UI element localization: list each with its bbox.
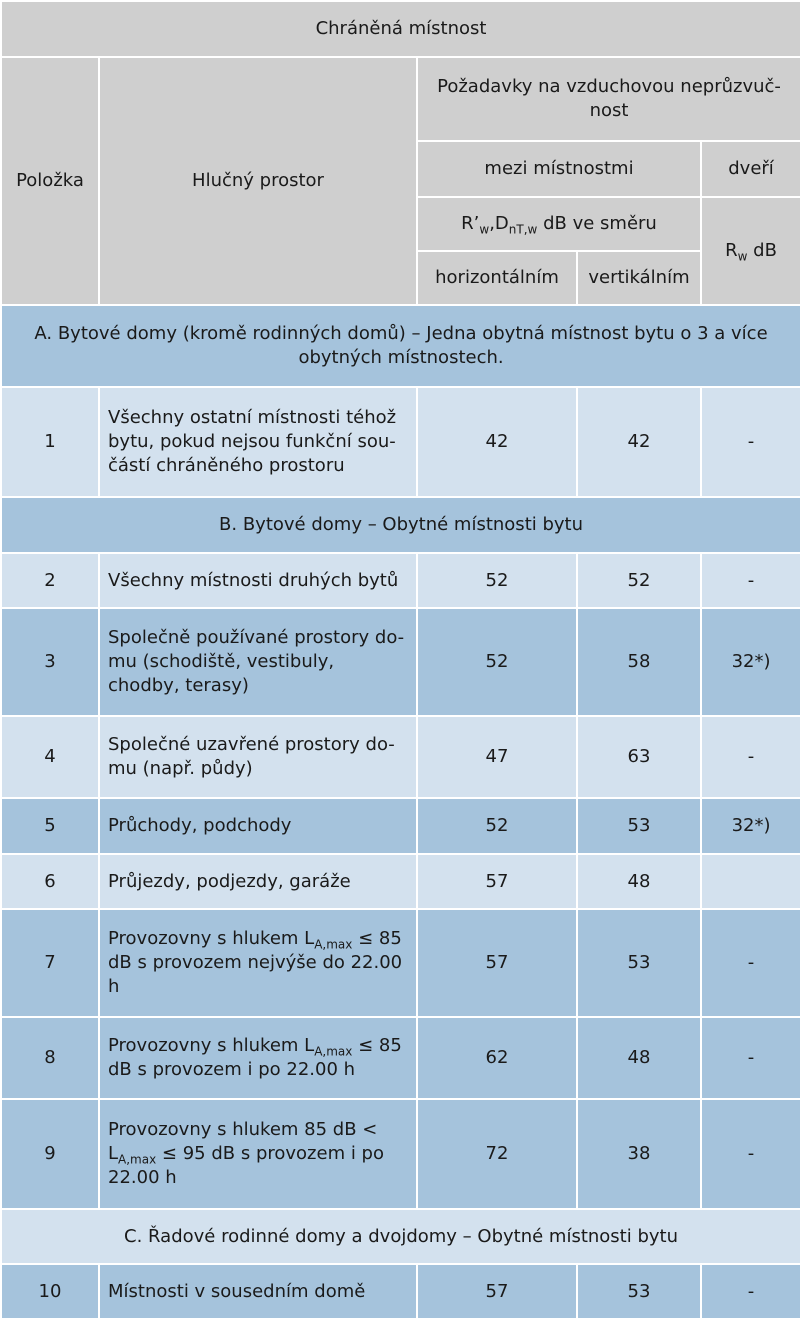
- row-number: 1: [1, 387, 99, 497]
- row-number: 7: [1, 909, 99, 1017]
- row-description: Provozovny s hlukem 85 dB < $L_{A,max} \le 95$ dB s provozem i po 22.00 h: [99, 1099, 417, 1209]
- section-b-row: [1, 497, 800, 553]
- col-header-vertical: vertikálním: [577, 251, 701, 305]
- row-number: 3: [1, 608, 99, 716]
- col-header-doors: dveří: [701, 141, 800, 197]
- row-doors-value: -: [701, 1017, 800, 1099]
- section-a-row: [1, 305, 800, 387]
- table-row: [1, 909, 800, 1017]
- row-horizontal-value: 52: [417, 608, 577, 716]
- row-doors-value: -: [701, 1099, 800, 1209]
- row-description: Všechny místnosti druhých bytů: [99, 553, 417, 608]
- section-a-heading: A. Bytové domy (kromě rodinných domů) – Jedna obytná místnost bytu o 3 a více obytných místnostech.: [1, 305, 800, 387]
- row-vertical-value: 48: [577, 854, 701, 909]
- row-number: 9: [1, 1099, 99, 1209]
- col-header-space: Hlučný prostor: [99, 57, 417, 305]
- row-doors-value: -: [701, 553, 800, 608]
- section-c-row: [1, 1209, 800, 1264]
- row-vertical-value: 38: [577, 1099, 701, 1209]
- row-horizontal-value: 47: [417, 716, 577, 798]
- row-description: Průchody, podchody: [99, 798, 417, 854]
- row-number: 10: [1, 1264, 99, 1319]
- row-number: 5: [1, 798, 99, 854]
- row-description: Provozovny s hlukem $L_{A,max} \le 85$ dB s provozem nejvýše do 22.00 h: [99, 909, 417, 1017]
- row-vertical-value: 58: [577, 608, 701, 716]
- table-row: [1, 1099, 800, 1209]
- row-description: Všechny ostatní místnosti téhož bytu, pokud nejsou funkční sou-částí chráněného prostoru: [99, 387, 417, 497]
- table-title: Chráněná místnost: [1, 1, 800, 57]
- table-row: [1, 798, 800, 854]
- row-horizontal-value: 62: [417, 1017, 577, 1099]
- row-doors-value: -: [701, 387, 800, 497]
- row-description: Společné uzavřené prostory do-mu (např. půdy): [99, 716, 417, 798]
- row-doors-value: 32*): [701, 798, 800, 854]
- table-row: [1, 387, 800, 497]
- row-horizontal-value: 57: [417, 854, 577, 909]
- row-number: 4: [1, 716, 99, 798]
- row-horizontal-value: 57: [417, 1264, 577, 1319]
- row-number: 8: [1, 1017, 99, 1099]
- table-row: [1, 854, 800, 909]
- col-header-between-unit: $R’_w,D_{nT,w}$ dB ve směru: [417, 197, 701, 251]
- row-horizontal-value: 42: [417, 387, 577, 497]
- row-horizontal-value: 52: [417, 798, 577, 854]
- row-description: Provozovny s hlukem $L_{A,max} \le 85$ dB s provozem i po 22.00 h: [99, 1017, 417, 1099]
- row-doors-value: -: [701, 1264, 800, 1319]
- table-row: [1, 1264, 800, 1319]
- row-vertical-value: 53: [577, 798, 701, 854]
- col-header-horizontal: horizontálním: [417, 251, 577, 305]
- col-header-between: mezi místnostmi: [417, 141, 701, 197]
- row-vertical-value: 42: [577, 387, 701, 497]
- row-vertical-value: 52: [577, 553, 701, 608]
- row-horizontal-value: 57: [417, 909, 577, 1017]
- row-number: 6: [1, 854, 99, 909]
- col-header-item: Položka: [1, 57, 99, 305]
- row-vertical-value: 63: [577, 716, 701, 798]
- table-row: [1, 608, 800, 716]
- row-horizontal-value: 52: [417, 553, 577, 608]
- row-doors-value: 32*): [701, 608, 800, 716]
- col-header-requirements: Požadavky na vzduchovou neprůzvuč-nost: [417, 57, 800, 141]
- row-description: Společně používané prostory do-mu (schodiště, vestibuly, chodby, terasy): [99, 608, 417, 716]
- row-vertical-value: 48: [577, 1017, 701, 1099]
- row-vertical-value: 53: [577, 1264, 701, 1319]
- header-row-requirements: [1, 57, 800, 141]
- table-row: [1, 553, 800, 608]
- table-row: [1, 716, 800, 798]
- row-description: Místnosti v sousedním domě: [99, 1264, 417, 1319]
- row-doors-value: -: [701, 909, 800, 1017]
- header-row-title: [1, 1, 800, 57]
- row-description: Průjezdy, podjezdy, garáže: [99, 854, 417, 909]
- row-doors-value: -: [701, 716, 800, 798]
- section-c-heading: C. Řadové rodinné domy a dvojdomy – Obytné místnosti bytu: [1, 1209, 800, 1264]
- row-doors-value: [701, 854, 800, 909]
- table-row: [1, 1017, 800, 1099]
- row-horizontal-value: 72: [417, 1099, 577, 1209]
- row-vertical-value: 53: [577, 909, 701, 1017]
- col-header-doors-unit: $R_w$ dB: [701, 197, 800, 305]
- section-b-heading: B. Bytové domy – Obytné místnosti bytu: [1, 497, 800, 553]
- row-number: 2: [1, 553, 99, 608]
